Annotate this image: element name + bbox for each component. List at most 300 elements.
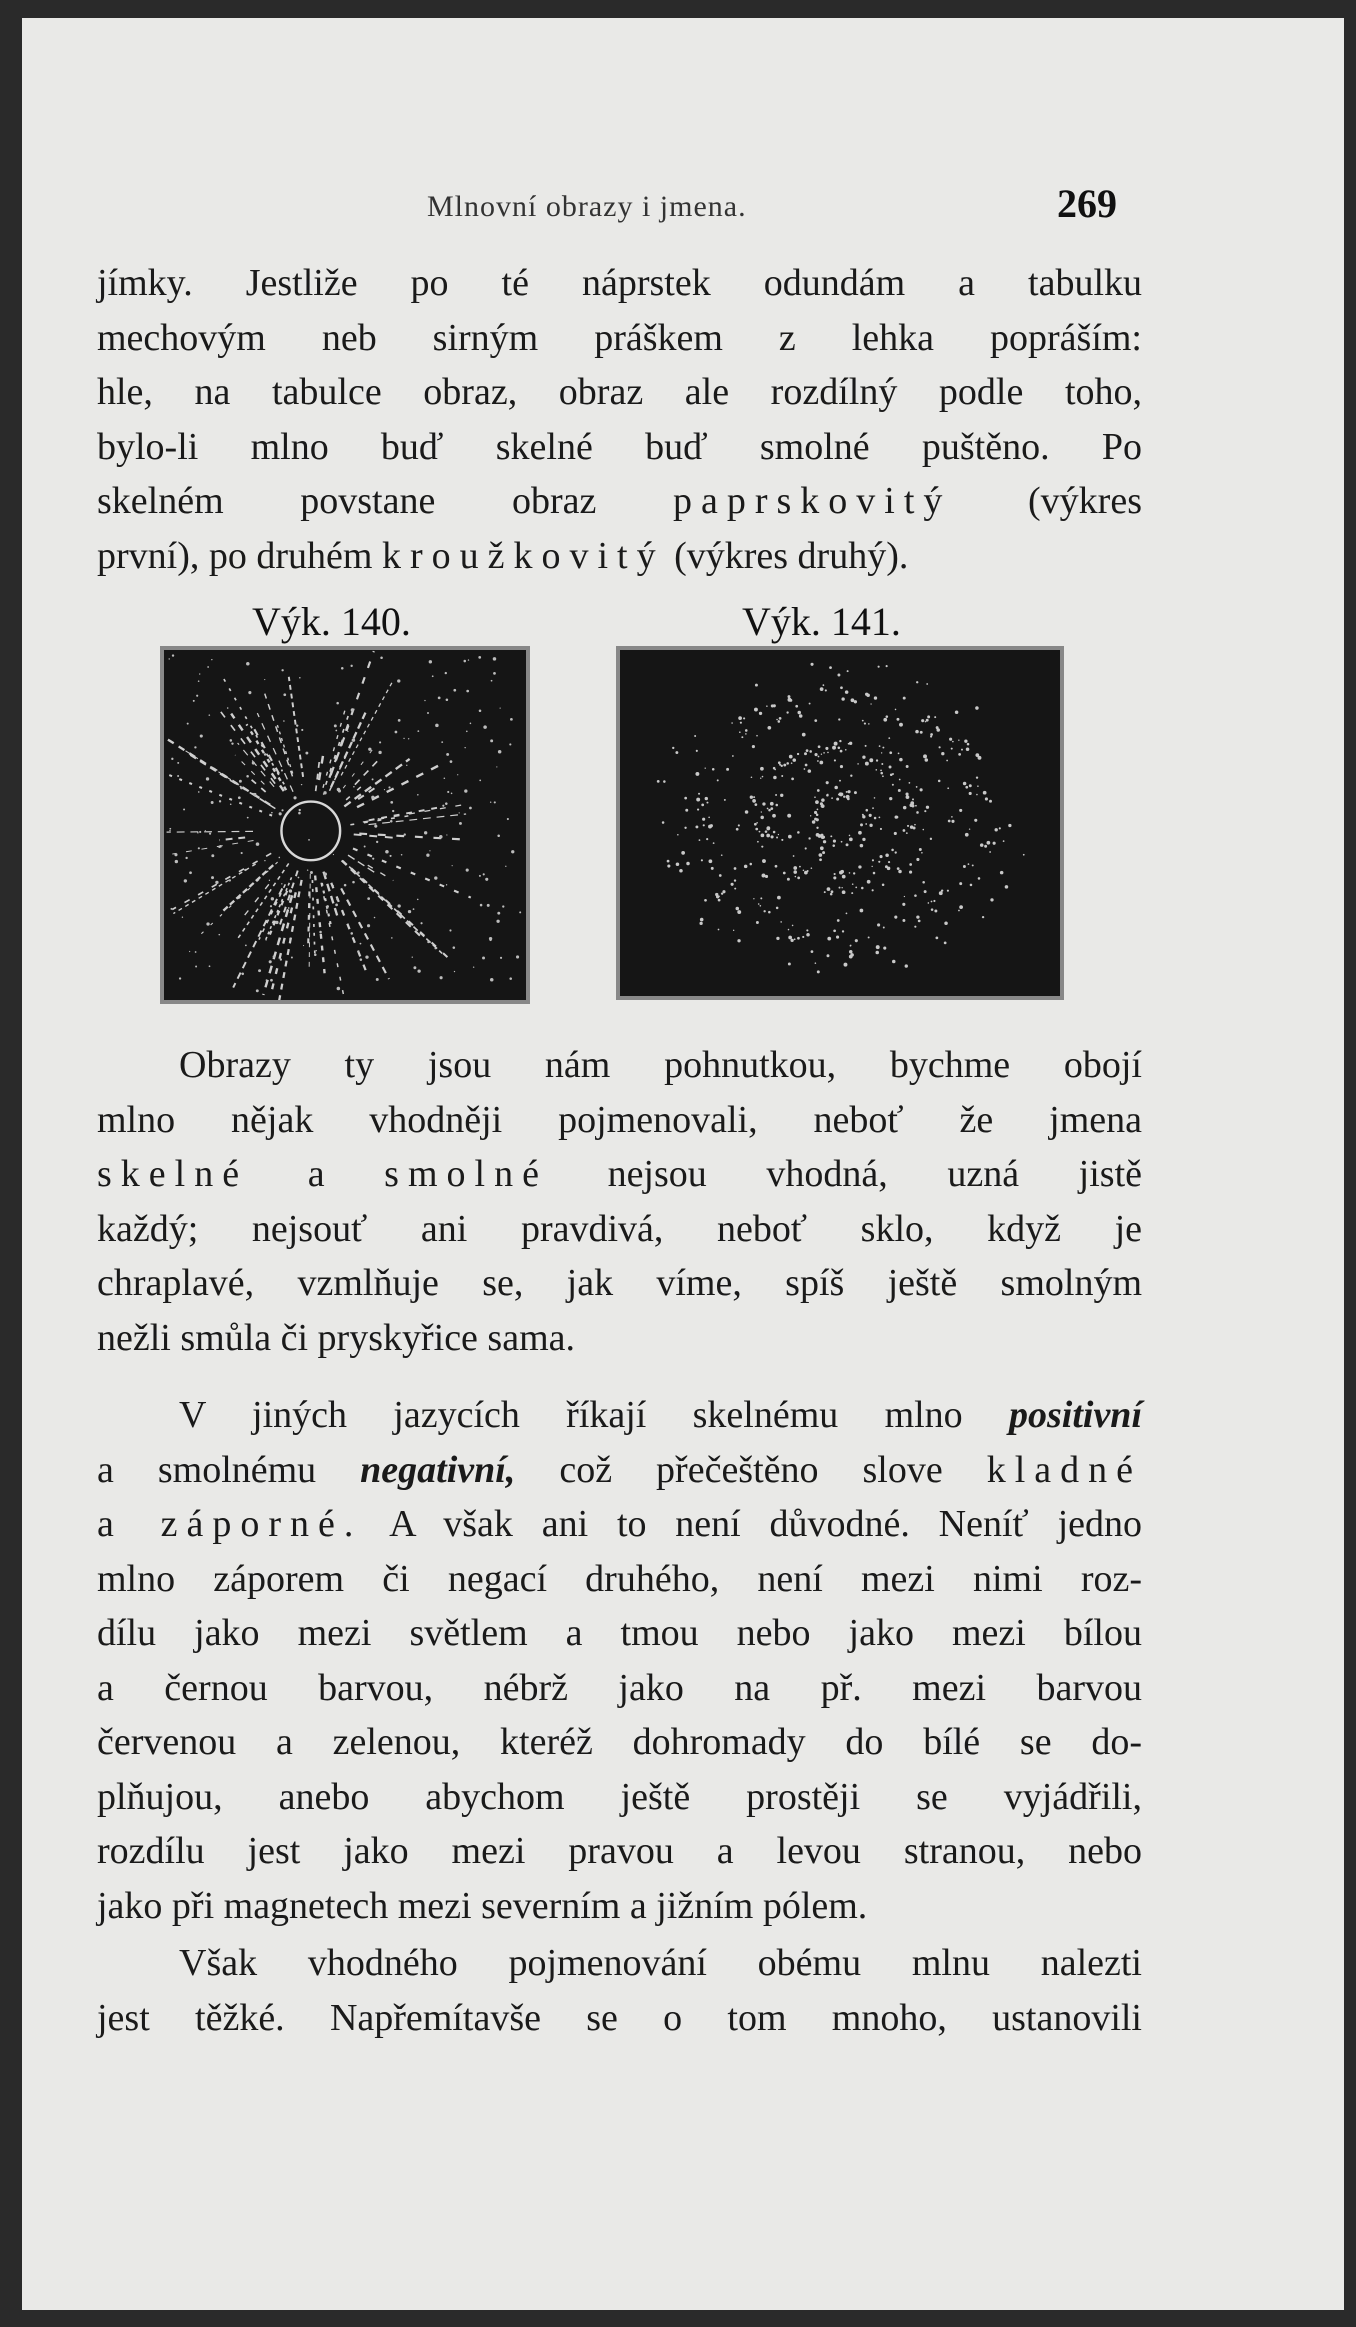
dust-speck: [832, 844, 835, 847]
dust-speck: [849, 742, 852, 745]
dust-speck: [926, 719, 929, 722]
dust-speck: [872, 889, 874, 891]
dust-speck: [823, 840, 826, 843]
dust-speck: [774, 769, 776, 771]
text-line: každý; nejsouť ani pravdivá, neboť sklo, když je: [97, 1207, 1142, 1250]
dust-speck: [507, 818, 509, 820]
top-paragraph: [97, 256, 1142, 583]
dust-speck: [185, 857, 187, 859]
text-span: skelném povstane obraz: [97, 480, 597, 522]
dust-speck: [390, 820, 393, 823]
dust-speck: [816, 814, 819, 817]
center-ring: [281, 802, 340, 861]
dust-speck: [925, 758, 929, 762]
dust-speck: [793, 870, 797, 874]
dust-speck: [367, 897, 370, 900]
dust-speck: [449, 929, 451, 931]
dust-ray: [312, 880, 314, 956]
dust-speck: [335, 730, 337, 732]
dust-speck: [837, 919, 840, 922]
dust-speck: [1023, 854, 1025, 856]
dust-speck: [417, 969, 420, 972]
dust-speck: [907, 825, 909, 827]
dust-speck: [872, 807, 874, 809]
dust-speck: [858, 831, 862, 835]
dust-speck: [780, 921, 782, 923]
dust-speck: [519, 911, 521, 913]
dust-speck: [337, 987, 341, 991]
dust-speck: [489, 939, 491, 941]
dust-speck: [809, 703, 811, 705]
dust-speck: [875, 951, 879, 955]
dust-speck: [959, 882, 962, 885]
dust-speck: [704, 899, 707, 902]
dust-speck: [818, 745, 821, 748]
dust-speck: [829, 666, 832, 669]
dust-speck: [823, 684, 825, 686]
dust-speck: [271, 812, 273, 814]
dust-speck: [958, 910, 960, 912]
dust-speck: [761, 811, 762, 812]
dust-speck: [198, 791, 200, 793]
dust-speck: [299, 809, 301, 811]
dust-speck: [939, 746, 941, 748]
dust-speck: [916, 858, 919, 861]
dust-speck: [879, 855, 882, 858]
dust-speck: [709, 859, 713, 863]
dust-speck: [792, 758, 796, 762]
dust-speck: [830, 893, 833, 896]
dust-speck: [818, 756, 820, 758]
dust-speck: [873, 872, 876, 875]
dust-speck: [490, 802, 491, 803]
dust-ray: [323, 704, 347, 788]
dust-speck: [502, 905, 504, 907]
dust-speck: [681, 851, 685, 855]
dust-speck: [289, 889, 292, 892]
dust-speck: [886, 715, 889, 718]
dust-speck: [174, 853, 177, 856]
dust-speck: [736, 907, 740, 911]
dust-speck: [509, 743, 511, 745]
dust-speck: [965, 786, 968, 789]
dust-speck: [814, 719, 817, 722]
dust-speck: [872, 859, 874, 861]
dust-speck: [230, 739, 233, 742]
dust-speck: [441, 741, 443, 743]
italic-term: positivní: [1008, 1394, 1143, 1436]
dust-speck: [881, 763, 883, 765]
dust-speck: [773, 831, 776, 834]
dust-speck: [676, 862, 680, 866]
dust-speck: [695, 825, 698, 828]
dust-speck: [766, 705, 768, 707]
dust-speck: [974, 819, 977, 822]
dust-speck: [827, 954, 830, 957]
dust-speck: [269, 755, 271, 757]
dust-speck: [738, 716, 742, 720]
dust-speck: [209, 833, 211, 835]
dust-speck: [903, 806, 907, 810]
spaced-term: kladné: [986, 1448, 1142, 1491]
dust-speck: [736, 828, 739, 831]
dust-speck: [385, 850, 389, 854]
dust-speck: [817, 789, 820, 792]
dust-speck: [500, 957, 502, 959]
dust-speck: [240, 786, 243, 789]
dust-speck: [898, 870, 902, 874]
dust-speck: [938, 780, 941, 783]
dust-speck: [849, 950, 853, 954]
dust-speck: [745, 810, 749, 814]
running-title: Mlnovní obrazy i jmena.: [427, 190, 747, 223]
dust-speck: [446, 834, 447, 835]
dust-speck: [817, 970, 820, 973]
dust-speck: [183, 808, 185, 810]
dust-speck: [970, 884, 973, 887]
paragraph-3: [97, 1388, 1142, 1933]
dust-speck: [854, 700, 857, 703]
dust-speck: [301, 784, 302, 785]
dust-speck: [258, 969, 261, 972]
dust-speck: [1000, 871, 1004, 875]
dust-speck: [788, 929, 790, 931]
dust-speck: [808, 769, 812, 773]
dust-speck: [931, 901, 933, 903]
dust-speck: [269, 960, 272, 963]
dust-speck: [920, 731, 923, 734]
dust-speck: [457, 774, 458, 775]
dust-speck: [928, 902, 930, 904]
spaced-term: kroužkovitý: [381, 534, 665, 577]
dust-speck: [865, 762, 869, 766]
dust-speck: [788, 835, 792, 839]
dust-speck: [788, 936, 792, 940]
dust-speck: [516, 955, 519, 958]
text-line: [97, 474, 1142, 529]
dust-speck: [899, 758, 903, 762]
dust-speck: [702, 818, 705, 821]
dust-speck: [849, 872, 851, 874]
dust-speck: [847, 797, 850, 800]
dust-speck: [482, 956, 485, 959]
dust-speck: [830, 835, 832, 837]
dust-speck: [752, 745, 755, 748]
dust-speck: [323, 872, 327, 876]
dust-speck: [445, 672, 447, 674]
dust-speck: [296, 724, 298, 726]
dust-speck: [464, 789, 467, 792]
dust-speck: [767, 808, 769, 810]
dust-speck: [440, 976, 443, 979]
dust-speck: [838, 746, 841, 749]
dust-speck: [685, 809, 688, 812]
dust-speck: [817, 809, 819, 811]
dust-speck: [177, 775, 179, 777]
dust-speck: [737, 910, 741, 914]
dust-speck: [839, 887, 841, 889]
dust-speck: [803, 870, 805, 872]
dust-speck: [169, 830, 170, 831]
dust-speck: [417, 899, 419, 901]
dust-speck: [930, 736, 932, 738]
dust-speck: [841, 841, 843, 843]
dust-speck: [840, 795, 841, 796]
dust-speck: [279, 812, 282, 815]
dust-speck: [767, 726, 771, 730]
dust-speck: [266, 979, 268, 981]
dust-speck: [781, 839, 783, 841]
dust-speck: [256, 989, 259, 992]
dust-speck: [866, 809, 869, 812]
dust-speck: [694, 735, 696, 737]
dust-speck: [265, 939, 266, 940]
dust-speck: [779, 717, 782, 720]
dust-speck: [842, 930, 844, 932]
dust-speck: [468, 659, 469, 660]
dust-speck: [706, 802, 708, 804]
dust-speck: [862, 838, 865, 841]
dust-speck: [718, 929, 720, 931]
dust-speck: [912, 798, 914, 800]
dust-ray: [354, 834, 397, 838]
dust-speck: [899, 723, 903, 727]
dust-speck: [207, 666, 209, 668]
dust-speck: [189, 871, 192, 874]
dust-speck: [920, 788, 923, 791]
dust-speck: [909, 871, 912, 874]
dust-speck: [982, 916, 984, 918]
dust-speck: [874, 696, 877, 699]
dust-speck: [808, 837, 810, 839]
dust-speck: [797, 753, 799, 755]
text-line: [97, 1443, 1142, 1498]
dust-speck: [344, 884, 347, 887]
dust-speck: [895, 851, 897, 853]
dust-speck: [248, 691, 251, 694]
dust-speck: [479, 779, 481, 781]
dust-speck: [244, 869, 246, 871]
dust-speck: [229, 879, 231, 881]
dust-speck: [721, 854, 723, 856]
dust-ray: [172, 840, 253, 854]
dust-speck: [737, 939, 740, 942]
dust-speck: [810, 663, 813, 666]
paragraph-2: [97, 1038, 1142, 1365]
dust-ray: [315, 876, 324, 974]
dust-speck: [246, 662, 250, 666]
dust-speck: [754, 803, 757, 806]
dust-speck: [965, 833, 969, 837]
dust-speck: [857, 763, 859, 765]
dust-speck: [241, 852, 243, 854]
dust-speck: [733, 930, 734, 931]
dust-speck: [783, 764, 786, 767]
dust-speck: [906, 765, 909, 768]
dust-speck: [392, 810, 394, 812]
dust-speck: [882, 775, 884, 777]
dust-speck: [760, 778, 761, 779]
text-line: mlno nějak vhodněji pojmenovali, neboť že jmena: [97, 1098, 1142, 1141]
dust-speck: [919, 848, 922, 851]
dust-speck: [700, 918, 704, 922]
dust-speck: [429, 660, 432, 663]
dust-speck: [845, 690, 849, 694]
dust-speck: [270, 905, 272, 907]
dust-speck: [319, 931, 322, 934]
dust-speck: [924, 890, 927, 893]
dust-speck: [916, 786, 918, 788]
dust-speck: [975, 706, 979, 710]
dust-speck: [745, 733, 747, 735]
dust-speck: [446, 698, 449, 701]
dust-speck: [816, 833, 820, 837]
dust-speck: [978, 877, 981, 880]
dust-speck: [921, 852, 923, 854]
dust-speck: [855, 939, 858, 942]
dust-speck: [951, 748, 953, 750]
dust-speck: [984, 845, 987, 848]
dust-speck: [814, 811, 817, 814]
dust-speck: [915, 805, 917, 807]
dust-speck: [845, 749, 847, 751]
dust-speck: [936, 726, 939, 729]
dust-speck: [880, 828, 882, 830]
dust-speck: [722, 890, 725, 893]
dust-speck: [802, 936, 804, 938]
dust-speck: [903, 697, 906, 700]
dust-speck: [374, 917, 376, 919]
dust-speck: [420, 922, 422, 924]
dust-speck: [876, 945, 880, 949]
dust-speck: [269, 880, 270, 881]
dust-speck: [789, 755, 793, 759]
dust-speck: [699, 922, 702, 925]
dust-speck: [839, 740, 841, 742]
dust-speck: [961, 749, 963, 751]
dust-speck: [731, 722, 733, 724]
dust-speck: [510, 718, 513, 721]
dust-speck: [976, 794, 978, 796]
dust-speck: [783, 872, 786, 875]
dust-speck: [193, 700, 195, 702]
dust-speck: [899, 779, 901, 781]
dust-speck: [786, 711, 788, 713]
dust-speck: [404, 833, 406, 835]
dust-speck: [834, 742, 838, 746]
dust-speck: [739, 731, 741, 733]
dust-speck: [695, 772, 699, 776]
dust-speck: [169, 658, 170, 659]
dust-speck: [762, 859, 766, 863]
dust-speck: [752, 799, 756, 803]
dust-ray: [308, 891, 309, 946]
dust-speck: [697, 809, 699, 811]
dust-speck: [969, 792, 972, 795]
dust-speck: [337, 788, 341, 792]
dust-speck: [883, 718, 887, 722]
text-line: jímky. Jestliže po té náprstek odundám a tabulku: [97, 262, 1142, 304]
dust-ray: [277, 723, 293, 774]
dust-speck: [878, 861, 880, 863]
dust-speck: [497, 912, 500, 915]
dust-speck: [281, 809, 283, 811]
dust-speck: [205, 830, 206, 831]
figure-caption-141: Výk. 141.: [742, 599, 901, 644]
radial-dust-figure: [164, 650, 526, 1000]
dust-speck: [846, 913, 848, 915]
dust-speck: [890, 773, 893, 776]
dust-speck: [760, 767, 764, 771]
dust-speck: [833, 876, 836, 879]
dust-speck: [350, 665, 352, 667]
dust-speck: [427, 941, 429, 943]
dust-speck: [675, 751, 678, 754]
dust-speck: [777, 896, 781, 900]
running-header: [22, 181, 1344, 236]
dust-speck: [360, 943, 362, 945]
dust-speck: [824, 891, 826, 893]
dust-speck: [246, 775, 249, 778]
dust-speck: [252, 761, 255, 764]
dust-speck: [924, 810, 926, 812]
dust-speck: [466, 869, 469, 872]
dust-speck: [308, 895, 309, 896]
dust-speck: [980, 843, 984, 847]
dust-ray: [173, 864, 255, 914]
text-line: Však vhodného pojmenování obému mlnu nalezti: [179, 1942, 1142, 1984]
dust-speck: [811, 950, 814, 953]
dust-speck: [765, 830, 768, 833]
dust-speck: [818, 853, 822, 857]
dust-speck: [951, 820, 954, 823]
dust-speck: [814, 796, 816, 798]
dust-speck: [335, 904, 338, 907]
dust-speck: [760, 897, 762, 899]
dust-speck: [760, 816, 764, 820]
dust-speck: [826, 781, 829, 784]
dust-ray: [278, 880, 301, 1000]
dust-speck: [963, 782, 967, 786]
dust-speck: [886, 665, 888, 667]
dust-speck: [758, 903, 760, 905]
dust-ray: [341, 888, 389, 979]
dust-speck: [959, 809, 962, 812]
dust-speck: [967, 743, 970, 746]
dust-speck: [479, 875, 481, 877]
dust-speck: [958, 753, 961, 756]
dust-speck: [766, 834, 770, 838]
dust-speck: [923, 754, 927, 758]
dust-speck: [771, 704, 774, 707]
dust-speck: [376, 978, 379, 981]
dust-speck: [498, 750, 502, 754]
dust-speck: [840, 686, 843, 689]
dust-speck: [696, 798, 700, 802]
dust-speck: [944, 941, 947, 944]
dust-speck: [314, 953, 317, 956]
dust-speck: [511, 850, 514, 853]
spaced-term: skelné: [97, 1153, 249, 1195]
dust-speck: [1008, 824, 1011, 827]
dust-speck: [894, 832, 897, 835]
paragraph-4: [97, 1936, 1142, 2045]
dust-speck: [787, 814, 791, 818]
dust-ray: [289, 677, 303, 777]
dust-speck: [864, 723, 866, 725]
dust-speck: [871, 866, 872, 867]
figure-ring-pattern: [616, 646, 1064, 1000]
